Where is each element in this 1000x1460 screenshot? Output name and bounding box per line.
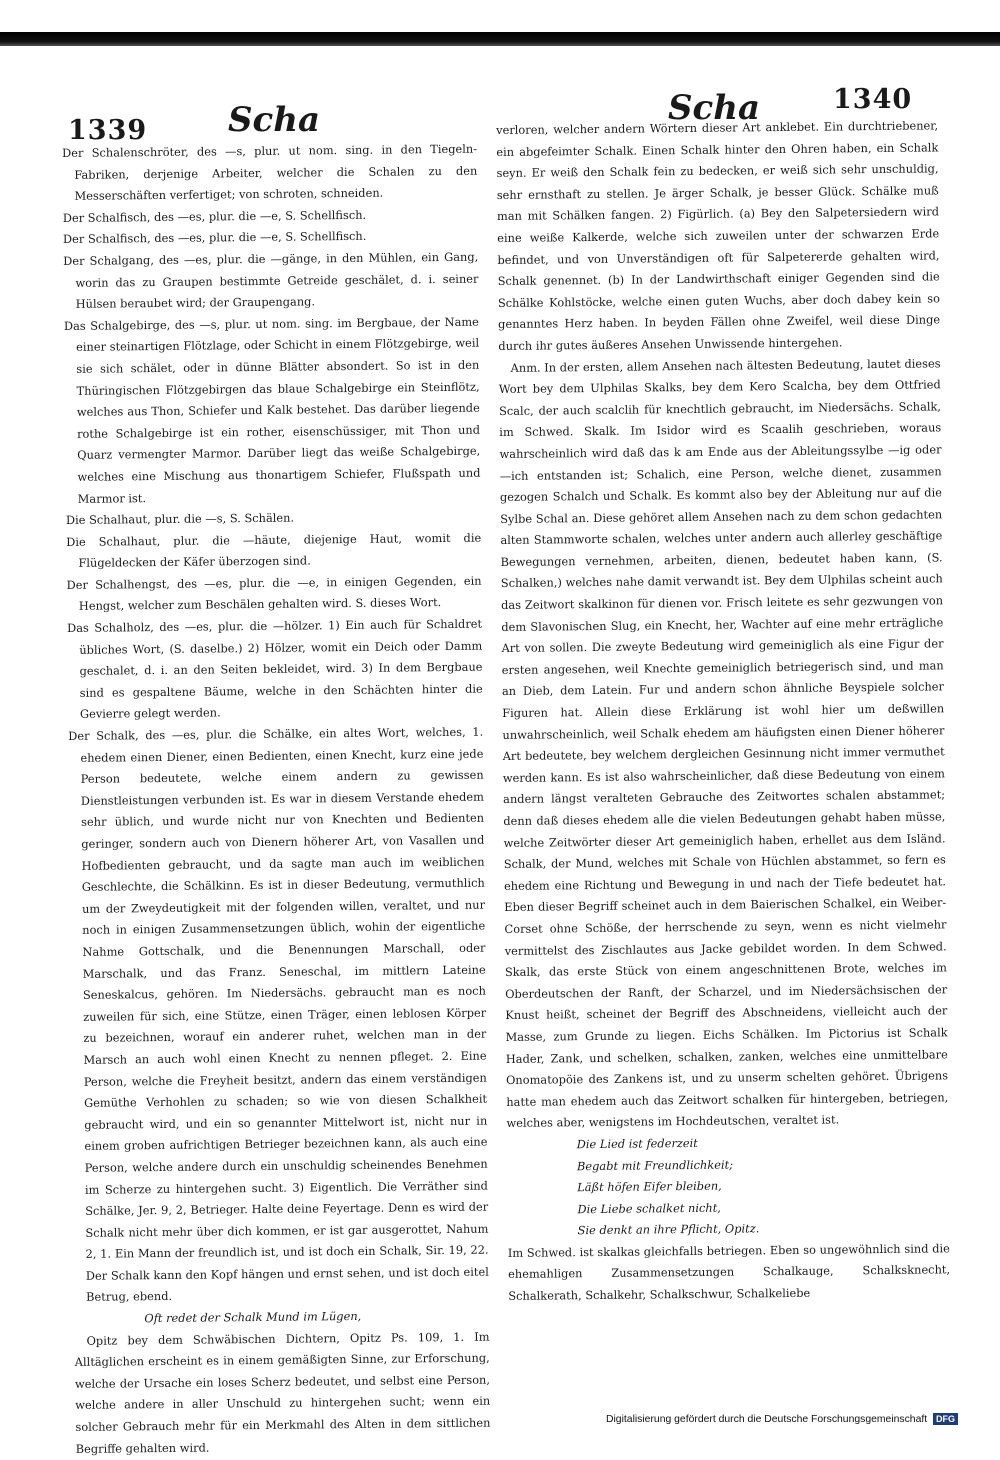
left-text-column xyxy=(62,139,491,1460)
digitization-credit xyxy=(606,1413,991,1429)
entry-schalk-annotation: Anm. In der ersten, allem Ansehen nach ältesten Bedeutung, lautet dieses Wort bey dem Ulphilas Skalks, bey dem Kero Scalcha, bey dem Ottfried Scalc, der auch scalclih für knechtlich gebraucht, im Niedersächs. Schalk, im Schwed. Skalk. Im Isidor wird es Scaalih geschrieben, woraus wahrscheinlich wird daß das k am Ende aus der Ableitungssylbe —ig oder —ich entstanden ist; Schalich, eine Person, welche dienet, zusammen gezogen Schalch und Schalk. Es kommt also bey der Ableitung nur auf die Sylbe Schal an. Diese gehöret allem Ansehen nach zu dem schon gedachten alten Stammworte schalen, welches unter andern auch allerley geschäftige Bewegungen vernehmen, arbeiten, dienen, bedeutet haben kann, (S. Schalken,) welches nahe damit verwandt ist. Bey dem Ulphilas scheint auch das Zeitwort skalkinon für dienen vor. Frisch leitete es sehr gezwungen von dem Slavonischen Slug, ein Knecht, her, Wachter auf eine mehr erträgliche Art von sollen. Die zweyte Bedeutung wird gemeiniglich als eine Figur der ersten angesehen, weil Knechte gemeiniglich betriegerisch sind, und man an Dieb, dem Latein. Fur und andern schon ähnliche Beyspiele solcher Figuren hat. Allein diese Erklärung ist wohl hier um deßwillen unwahrscheinlich, weil Schalk ehedem am häufigsten einen Diener höherer Art bedeutete, bey welchem dergleichen Gesinnung nicht immer vermuthet werden kann. Es ist also wahrscheinlicher, daß diese Bedeutung von einem andern längst veralteten Gebrauche des Zeitwortes schalen abstammet; denn daß dieses ehedem alle die vielen Bedeutungen gehabt haben müsse, welche Zeitwörter dieser Art gemeiniglich haben, erhellet aus dem Isländ. Schalk, der Mund, welches mit Schale von Hüchlen abstammet, so fern es ehedem eine Richtung und Bewegung in und nach der Tiefe bedeutet hat. Eben dieser Begriff scheinet auch in dem Baierischen Schalkel, ein Weiber-Corset ohne Schöße, der herrschende zu seyn, wenn es nicht vielmehr vermittelst des Zischlautes aus Jacke gebildet worden. In dem Schwed. Skalk, das erste Stück von einem angeschnittenen Brote, welches im Oberdeutschen der Ranft, der Scharzel, und im Niedersächsischen der Knust heißt, scheinet der Begriff des Abschneidens, vielleicht auch der Masse, zum Grunde zu liegen. Eichs Schälken. Im Pictorius ist Schalk Hader, Zank, und schelken, schalken, zanken, welches eine unmittelbare Onomatopöie des Zankens ist, und zu unserm schelten gehöret. Übrigens hatte man ehedem auch das Zeitwort schalken für hintergeben, betriegen, welches aber, wenigstens im Hochdeutschen, veraltet ist. xyxy=(498,355,949,1131)
dfg-logo: DFG xyxy=(933,1413,958,1425)
entry-schalhengst: Der Schalhengst, des —es, plur. die —e, in einigen Gegenden, ein Hengst, welcher zum Beschälen gehalten wird. S. dieses Wort. xyxy=(66,573,482,614)
entry-schalfisch-2: Der Schalfisch, des —es, plur. die —e, S. Schellfisch. xyxy=(62,229,367,247)
verse-line: Sie denkt an ihre Pflicht, Opitz. xyxy=(577,1221,760,1238)
entry-schalholz: Das Schalholz, des —es, plur. die —hölzer. 1) Ein auch für Schaldret übliches Wort, (S. daselbe.) 2) Hölzer, womit ein Deich oder Damm geschalet, d. i. an den Seiten bekleidet, wird. 3) In dem Bergbaue sind es gespaltene Bäume, welche in den Schächten hinter die Gevierre gelegt werden. xyxy=(67,616,483,722)
verse-line: Begabt mit Freundlichkeit; xyxy=(576,1157,734,1173)
left-page-number: 1339 xyxy=(68,115,148,146)
entry-schalhaut-2: Die Schalhaut, plur. die —häute, diejenige Haut, womit die Flügeldecken der Käfer überzogen sind. xyxy=(66,530,482,571)
right-column-tail: Im Schwed. ist skalkas gleichfalls betriegen. Eben so ungewöhnlich sind die ehemahligen Zusammensetzungen Schalkauge, Schalksknecht, Schalkerath, Schalkehr, Schalkschwur, Schalkeliebe xyxy=(507,1241,951,1303)
right-text-column xyxy=(496,115,950,1307)
left-running-head: Scha xyxy=(228,100,321,140)
entry-schalenschroter: Der Schalenschröter, des —s, plur. ut nom. sing. in den Tiegeln-Fabriken, derjenige Arbeiter, welcher die Schalen zu den Messerschäften verfertiget; von schroten, schneiden. xyxy=(62,141,478,204)
credit-text: Digitalisierung gefördert durch die Deutsche Forschungsgemeinschaft xyxy=(606,1413,928,1425)
opitz-verse xyxy=(507,1130,950,1243)
entry-schalfisch-1: Der Schalfisch, des —es, plur. die —e, S. Schellfisch. xyxy=(62,207,367,225)
entry-schalhaut-1: Die Schalhaut, plur. die —s, S. Schälen. xyxy=(65,510,295,528)
verse-line: Die Liebe schalket nicht, xyxy=(577,1200,721,1216)
verse-line: Läßt höfen Eifer bleiben, xyxy=(577,1178,722,1195)
right-running-head: Scha xyxy=(668,88,761,128)
entry-schalk-continued: verloren, welcher andern Wörtern dieser Art anklebet. Ein durchtriebener, ein abgefeimter Schalk. Einen Schalk hinter den Ohren haben, ein Schalk seyn. Er weiß den Schalk fein zu bedecken, er weiß sich sehr unschuldig, sehr ernsthaft zu stellen. Je ärger Schalk, je besser Glück. Schälke muß man mit Schälken fangen. 2) Figürlich. (a) Bey den Salpetersiedern wird eine weiße Kalkerde, welche sich zuweilen unter der schwarzen Erde befindet, und von Unverständigen oft für Salpetererde gehalten wird, Schalk genennet. (b) In der Landwirthschaft einiger Gegenden sind die Schälke Kohlstöcke, welche einen guten Wuchs, aber doch dabey kein so genanntes Herz haben. In beyden Fällen ohne Zweifel, weil diese Dinge durch ihr gutes äußeres Ansehen Unwissende hintergehen. xyxy=(496,118,941,353)
entry-schalgang: Der Schalgang, des —es, plur. die —gänge, in den Mühlen, ein Gang, worin das zu Graupen bestimmte Getreide geschälet, d. i. seiner Hülsen beraubet wird; der Graupengang. xyxy=(63,249,479,312)
entry-schalk-note: Opitz bey dem Schwäbischen Dichtern, Opitz Ps. 109, 1. Im Alltäglichen erscheint es in einem gemäßigten Sinne, zur Erforschung, welche der Ursache ein loses Scherz bedeutet, und selbst eine Person, welche andere in aller Unschuld zu hintergehen sucht; wenn ein solcher Gebrauch mehr für ein Merkmahl des Alten in dem sittlichen Begriffe gehalten wird. xyxy=(74,1329,491,1456)
verse-line: Die Lied ist federzeit xyxy=(576,1135,698,1152)
entry-schalgebirge: Das Schalgebirge, des —s, plur. ut nom. sing. im Bergbaue, der Name einer steinartigen Flötzlage, oder Schicht in einem Flötzgebirge, weil sie sich schälet, oder in dünne Blätter absondert. So ist in den Thüringischen Flötzgebirgen das blaue Schalgebirge ein Steinflötz, welches aus Thon, Schiefer und Kalk bestehet. Das darüber liegende rothe Schalgebirge ist ein rother, eisenschüssiger, mit Thon und Quarz vermengter Marmor. Darüber liegt das weiße Schalgebirge, welches eine Mischung aus thonartigem Schiefer, Flußspath und Marmor ist. xyxy=(63,314,481,506)
quoted-verse-line: Oft redet der Schalk Mund im Lügen, xyxy=(144,1308,362,1326)
right-page-number: 1340 xyxy=(833,84,913,115)
entry-schalk: Der Schalk, des —es, plur. die Schälke, ein altes Wort, welches, 1. ehedem einen Diener, einen Bedienten, einen Knecht, kurz eine jede Person bedeutete, welche einem andern zu gewissen Dienstleistungen verbunden ist. Es war in diesem Verstande ehedem sehr üblich, und wurde nicht nur von Knechten und Bedienten geringer, sondern auch von Dienern höherer Art, von Vasallen und Hofbedienten gebraucht, und da sagte man auch im weiblichen Geschlechte, die Schälkinn. Es ist in dieser Bedeutung, vermuthlich um der Zweydeutigkeit mit der folgenden willen, veraltet, und nur noch in einigen Zusammensetzungen üblich, wohin der eigentliche Nahme Gottschalk, und die Benennungen Marschall, oder Marschalk, und das Franz. Seneschal, im mittlern Lateine Seneskalcus, gehören. Im Niedersächs. gebraucht man es noch zuweilen für sich, eine Stütze, einen Träger, einen leblosen Körper zu bezeichnen, worauf ein anderer ruhet, welchen man in der Marsch an auch wohl einen Knecht zu nennen pfleget. 2. Eine Person, welche die Freyheit besitzt, andern das einem verständigen Gemüthe Verhohlen zu schaden; so wie von diesen Schalkheit gebraucht wird, und ein so genannter Mittelwort ist, nicht nur in einem groben aufrichtigen Betrieger bezeichnen kann, als auch eine Person, welche andere durch ein unschuldig scheinendes Benehmen im Scherze zu hintergehen sucht. 3) Eigentlich. Die Verräther sind Schälke, Jer. 9, 2, Betrieger. Halte deine Feyertage. Denn es wird der Schalk nicht mehr über dich kommen, er ist gar ausgerottet, Nahum 2, 1. Ein Mann der freundlich ist, und ist doch ein Schalk, Sir. 19, 22. Der Schalk kann den Kopf hängen und ernst sehen, und ist doch eitel Betrug, ebend. xyxy=(68,724,489,1305)
